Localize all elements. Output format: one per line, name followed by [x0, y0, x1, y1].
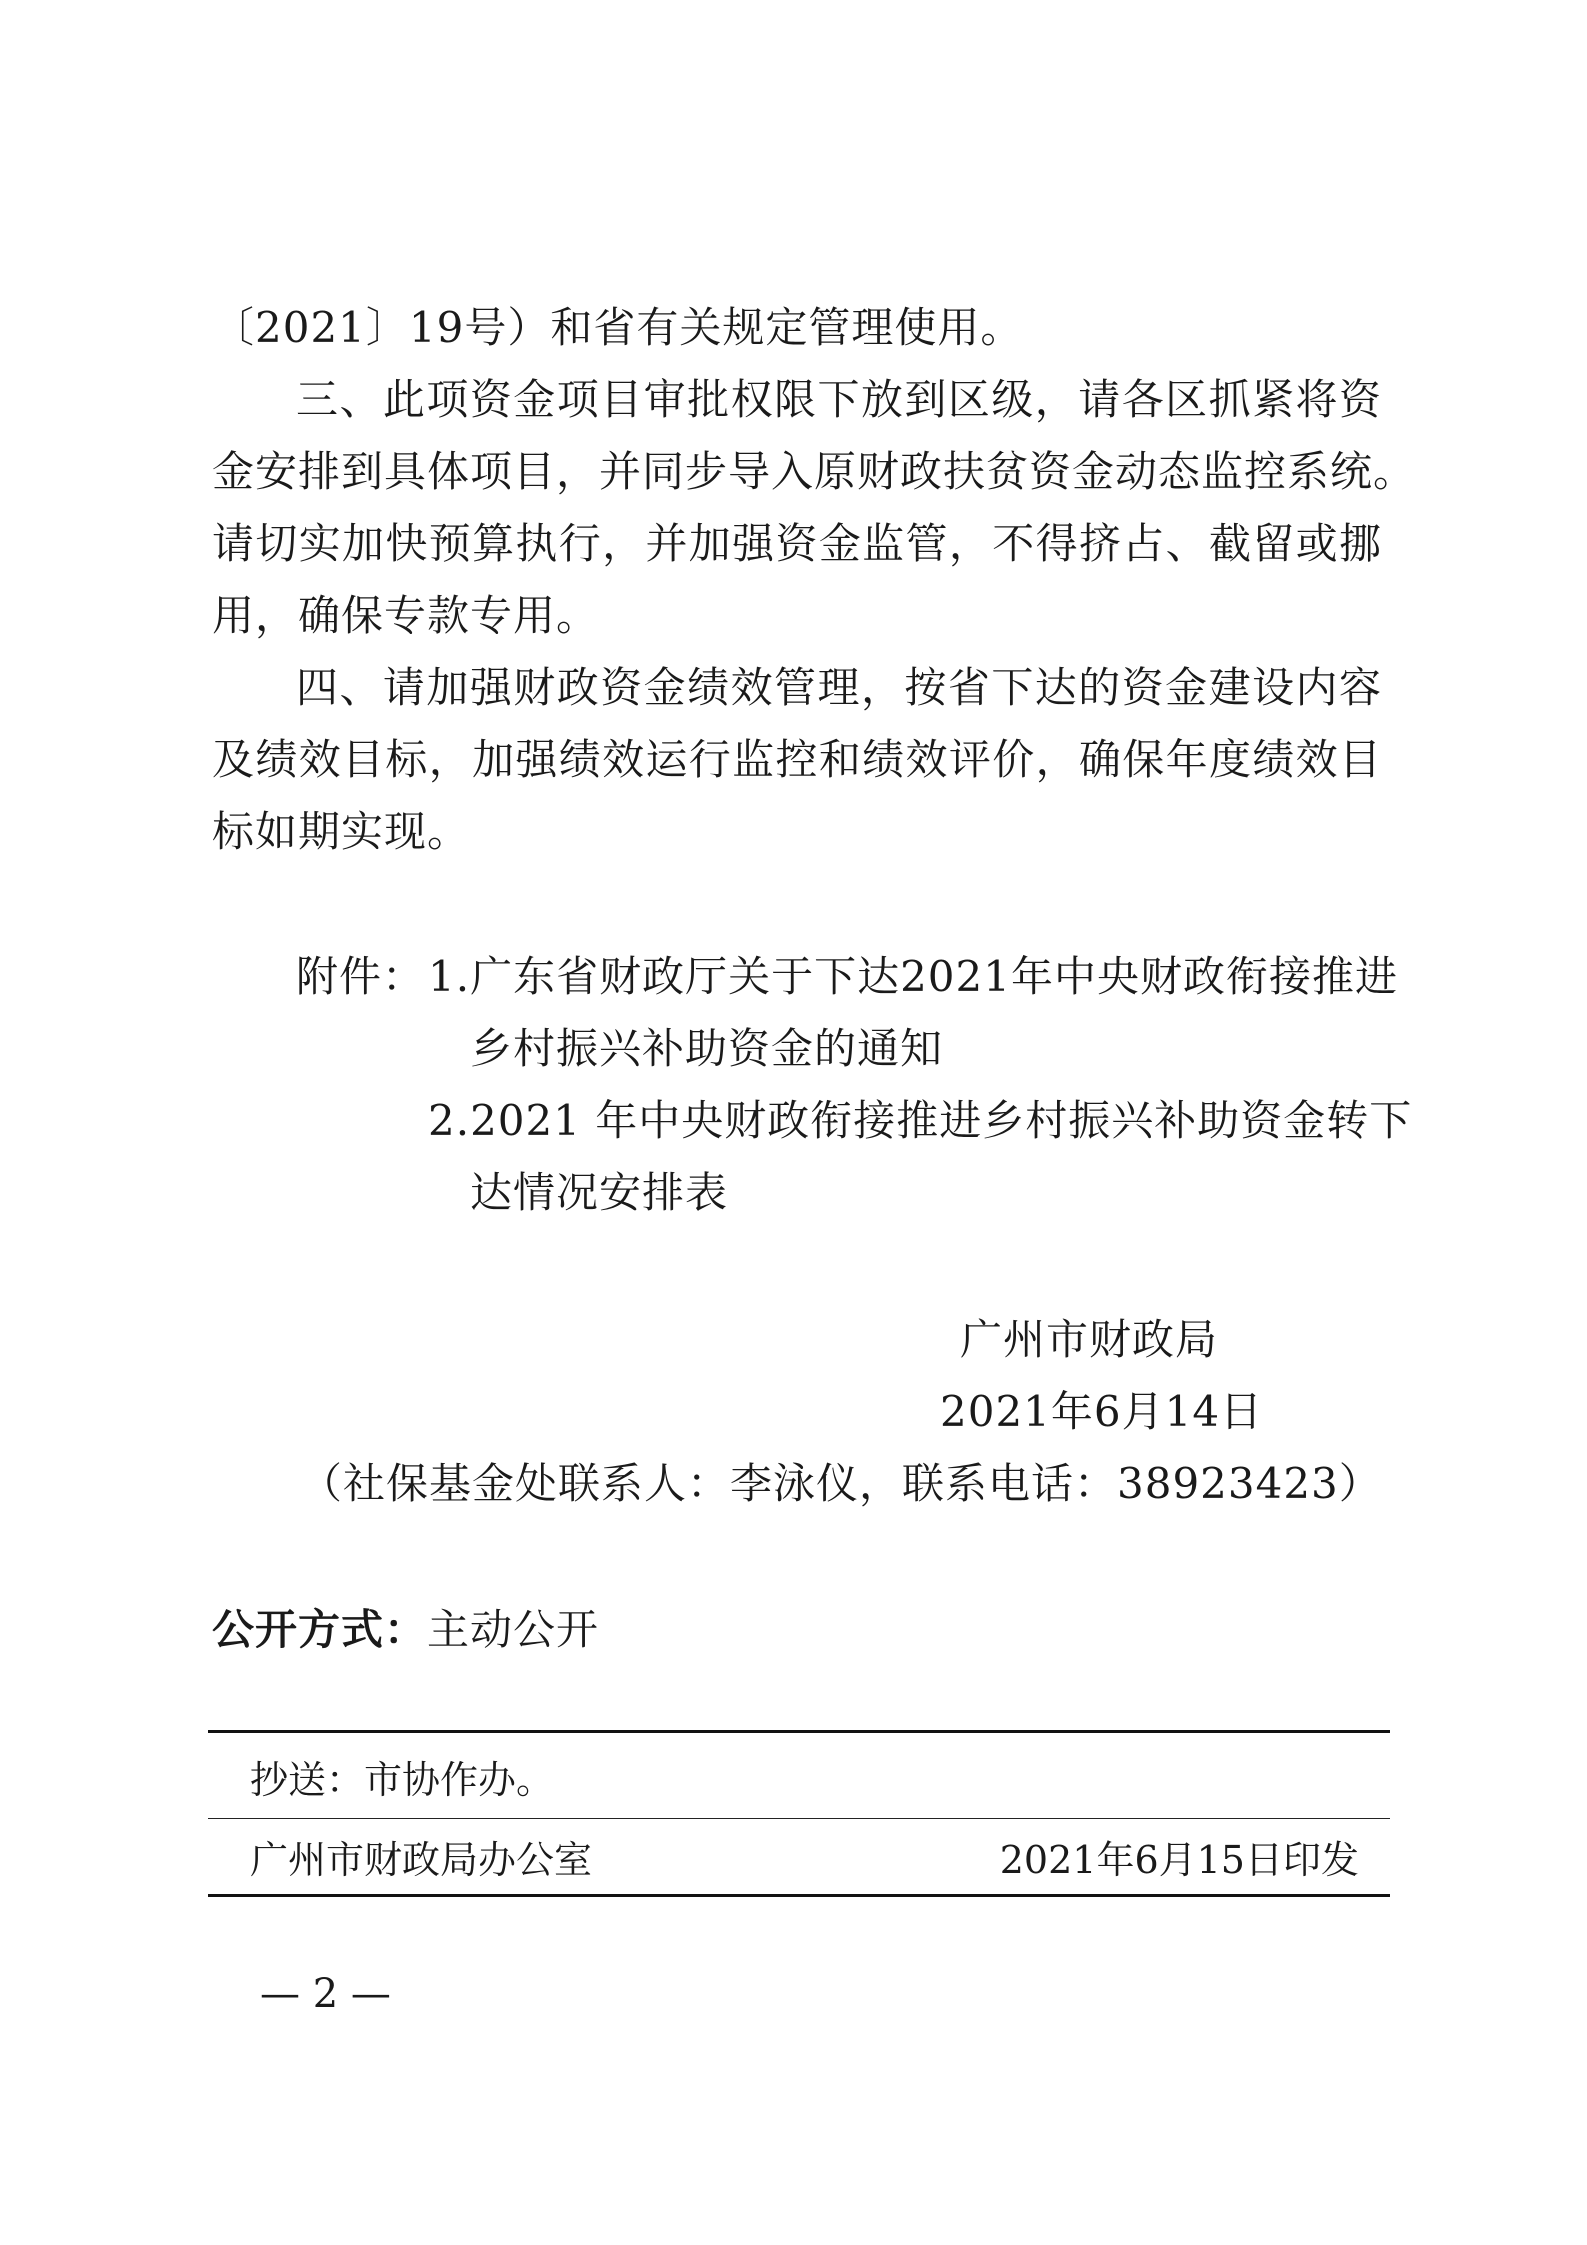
footer-bottom-rule	[208, 1894, 1390, 1897]
cc-line: 抄送：市协作办。	[250, 1758, 555, 1802]
paragraph-4-line-3: 标如期实现。	[212, 807, 471, 856]
footer-middle-rule	[208, 1818, 1390, 1819]
issue-date: 2021年6月15日印发	[999, 1838, 1359, 1882]
paragraph-4-line-2: 及绩效目标，加强绩效运行监控和绩效评价，确保年度绩效目	[212, 735, 1382, 784]
disclosure-row	[212, 1598, 1312, 1662]
paragraph-3-line-4: 用，确保专款专用。	[212, 591, 600, 640]
disclosure-value: 主动公开	[427, 1605, 600, 1654]
footer-top-rule	[208, 1730, 1390, 1733]
contact-info: （社保基金处联系人：李泳仪，联系电话：38923423）	[300, 1459, 1382, 1508]
attachment-2-line-2: 达情况安排表	[470, 1168, 729, 1217]
paragraph-3-line-2: 金安排到具体项目，并同步导入原财政扶贫资金动态监控系统。	[212, 447, 1417, 496]
attachments-label: 附件：	[296, 952, 426, 1001]
signature-org: 广州市财政局	[960, 1315, 1219, 1364]
signature-date: 2021年6月14日	[940, 1387, 1264, 1436]
paragraph-2-tail: 〔2021〕19号）和省有关规定管理使用。	[212, 303, 1024, 352]
paragraph-3-line-1: 三、此项资金项目审批权限下放到区级，请各区抓紧将资	[296, 375, 1382, 424]
attachment-2-line-1: 2.2021 年中央财政衔接推进乡村振兴补助资金转下	[428, 1096, 1413, 1145]
attachment-1-line-2: 乡村振兴补助资金的通知	[470, 1024, 944, 1073]
attachment-1-line-1: 1.广东省财政厅关于下达2021年中央财政衔接推进	[428, 952, 1398, 1001]
issuer-org: 广州市财政局办公室	[250, 1838, 593, 1882]
disclosure-label: 公开方式：	[212, 1605, 428, 1654]
paragraph-3-line-3: 请切实加快预算执行，并加强资金监管，不得挤占、截留或挪	[212, 519, 1382, 568]
paragraph-4-line-1: 四、请加强财政资金绩效管理，按省下达的资金建设内容	[296, 663, 1382, 712]
page-number: — 2 —	[260, 1971, 391, 2017]
